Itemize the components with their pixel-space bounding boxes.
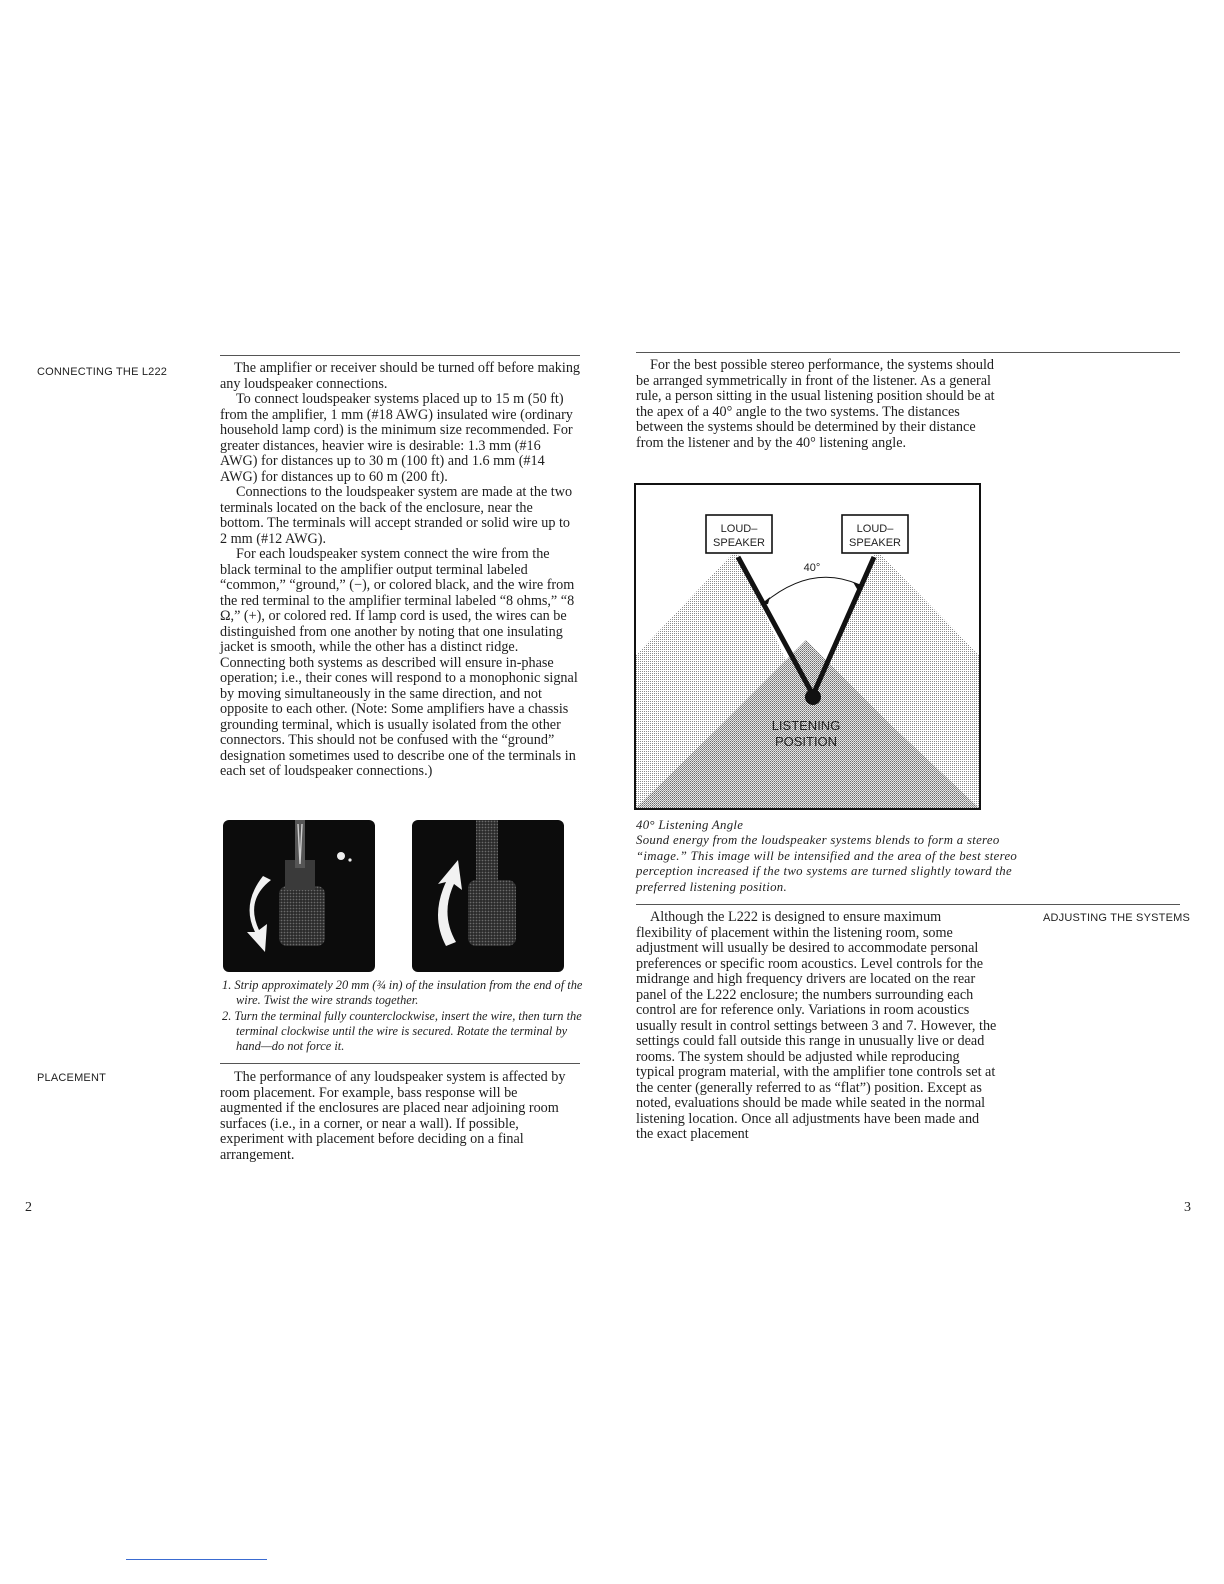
figure-caption-text: Sound energy from the loudspeaker systems blends to form a stereo “image.” This image will be intensified and the area of the best stereo perception increased if the two systems are turned slightly toward the preferred listening position. (636, 833, 1018, 894)
placement-paragraph: The performance of any loudspeaker system is affected by room placement. For example, bass response will be augmented if the enclosures are placed near adjoining room surfaces (i.e., in a corner, or near a wall). If possible, experiment with placement before deciding on a final arrangement. (220, 1069, 566, 1163)
section-label-connecting: CONNECTING THE L222 (37, 366, 168, 378)
right-speaker-label-2: SPEAKER (849, 537, 901, 549)
listening-angle-diagram (634, 483, 981, 810)
connecting-body (220, 361, 580, 780)
left-speaker-label-1: LOUD– (720, 523, 758, 535)
connecting-paragraph: The amplifier or receiver should be turned off before making any loudspeaker connections. (220, 360, 581, 392)
right-speaker-label-1: LOUD– (856, 523, 894, 535)
page-number-right: 3 (1184, 1200, 1191, 1215)
page-number-left: 2 (25, 1200, 32, 1215)
listening-position-label-1: LISTENING (771, 718, 841, 733)
listening-angle-figure (636, 485, 979, 808)
adjusting-body (636, 910, 998, 1143)
footer-line (126, 1559, 267, 1560)
angle-arc (764, 577, 860, 603)
terminal-strip-illustration (223, 820, 375, 972)
figure-caption-title: 40° Listening Angle (636, 818, 744, 832)
photo-strip-wire (223, 820, 375, 972)
connecting-paragraph: Connections to the loudspeaker system are made at the two terminals located on the back of the enclosure, near the bottom. The terminals will accept stranded or solid wire up to 2 mm (#12 AWG). (220, 484, 573, 547)
placement-intro (636, 358, 996, 451)
section-rule-connecting (220, 355, 580, 356)
intro-paragraph: For the best possible stereo performance, the systems should be arranged symmetrically in front of the listener. As a general rule, a person sitting in the usual listening position should be at the apex of a 40° angle to the two systems. The distances between the systems should be determined by their distance from the listener and by the 40° listening angle. (636, 357, 995, 451)
terminal-turn-illustration (412, 820, 564, 972)
section-rule-placement (220, 1063, 580, 1064)
listening-position-label-2: POSITION (774, 734, 838, 749)
left-speaker-label-2: SPEAKER (713, 537, 765, 549)
section-label-adjusting: ADJUSTING THE SYSTEMS (1043, 912, 1191, 924)
figure-caption (636, 818, 1046, 895)
listening-position-dot (805, 689, 821, 705)
angle-label: 40° (803, 562, 821, 574)
step-caption: 1. Strip approximately 20 mm (¾ in) of the insulation from the end of the wire. Twist the wire strands together. (222, 978, 583, 1008)
placement-body (220, 1070, 582, 1163)
photo-turn-terminal (412, 820, 564, 972)
section-label-placement: PLACEMENT (37, 1072, 107, 1084)
top-rule-right (636, 352, 1180, 353)
connection-steps (222, 978, 584, 1054)
adjusting-paragraph: Although the L222 is designed to ensure maximum flexibility of placement within the listening room, some adjustment will usually be desired to accommodate personal preferences or specific room acoustics. Level controls for the midrange and high frequency drivers are located on the rear panel of the L222 enclosure; the numbers surrounding each control are for reference only. Variations in room acoustics usually result in control settings between 3 and 7. However, the settings could fall outside this range in unusually live or dead rooms. The system should be adjusted while reproducing typical program material, with the amplifier tone controls set at the center (generally referred to as “flat”) position. Except as noted, evaluations should be made while seated in the normal listening location. Once all adjustments have been made and the exact placement (636, 909, 997, 1142)
connecting-paragraph: To connect loudspeaker systems placed up to 15 m (50 ft) from the amplifier, 1 mm (#18 AWG) insulated wire (ordinary household lamp cord) is the minimum size recommended. For greater distances, heavier wire is desirable: 1.3 mm (#16 AWG) for distances up to 30 m (100 ft) and 1.6 mm (#14 AWG) for distances up to 60 m (200 ft). (220, 391, 573, 485)
section-rule-adjusting (636, 904, 1180, 905)
step-caption: 2. Turn the terminal fully counterclockwise, insert the wire, then turn the terminal clockwise until the wire is secured. Rotate the terminal by hand—do not force it. (222, 1008, 582, 1054)
connecting-paragraph: For each loudspeaker system connect the wire from the black terminal to the amplifier output terminal labeled “common,” “ground,” (−), or colored black, and the wire from the red terminal to the amplifier terminal labeled “8 ohms,” “8 Ω,” (+), or colored red. If lamp cord is used, the wires can be distinguished from one another by noting that one insulating jacket is smooth, while the other has a distinct ridge. Connecting both systems as described will ensure in-phase operation; i.e., their cones will respond to a monophonic signal by moving simultaneously in the same direction, and not opposite to each other. (Note: Some amplifiers have a chassis grounding terminal, which is usually isolated from the other connectors. This should not be confused with the “ground” designation sometimes used to describe one of the terminals in each set of loudspeaker connections.) (220, 546, 578, 779)
